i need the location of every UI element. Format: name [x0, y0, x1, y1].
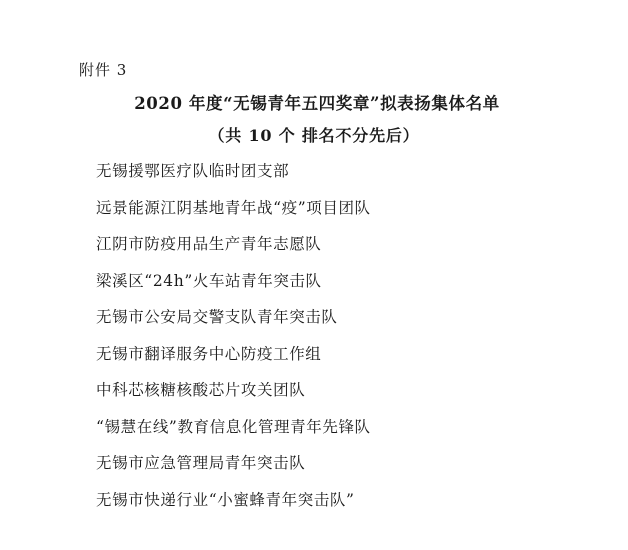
list-item: 远景能源江阴基地青年战“疫”项目团队: [96, 198, 371, 217]
list-item: 无锡市快递行业“小蜜蜂青年突击队”: [96, 490, 355, 509]
list-item: 无锡市应急管理局青年突击队: [96, 454, 306, 472]
list-item: 江阴市防疫用品生产青年志愿队: [96, 235, 322, 253]
document-subtitle: （共 10 个 排名不分先后）: [208, 126, 420, 145]
collective-list: [96, 160, 371, 525]
list-item: 无锡市翻译服务中心防疫工作组: [96, 344, 322, 363]
list-item: 中科芯核糖核酸芯片攻关团队: [96, 381, 306, 399]
list-item: 梁溪区“24h”火车站青年突击队: [96, 271, 322, 290]
attachment-label: 附件 3: [79, 61, 128, 79]
document-title: 2020 年度“无锡青年五四奖章”拟表扬集体名单: [134, 94, 500, 113]
list-item: 无锡援鄂医疗队临时团支部: [96, 162, 290, 180]
list-item: “锡慧在线”教育信息化管理青年先锋队: [96, 417, 371, 436]
list-item: 无锡市公安局交警支队青年突击队: [96, 308, 338, 326]
